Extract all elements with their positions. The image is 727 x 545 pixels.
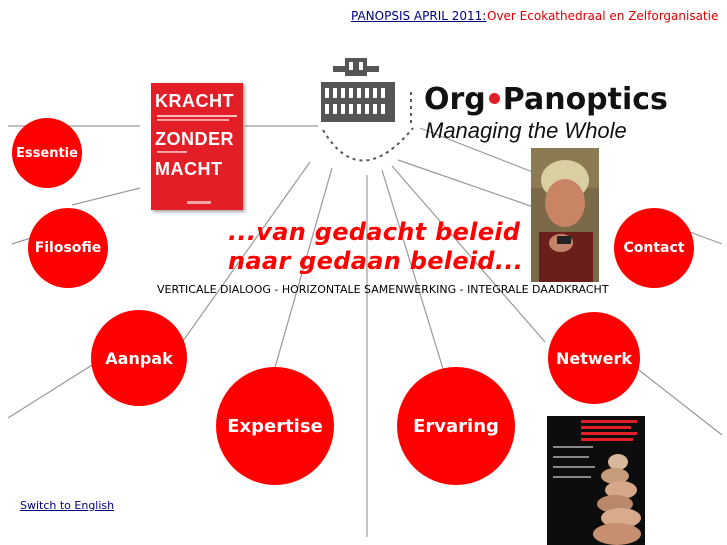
panopsis-topic-link[interactable]: Over Ecokathedraal en Zelforganisatie — [487, 9, 719, 23]
panopsis-label[interactable]: PANOPSIS APRIL 2011: — [351, 9, 487, 23]
nav-contact-button[interactable]: Contact — [614, 208, 694, 288]
brand-name-part2: Panoptics — [502, 82, 668, 117]
portrait-image — [531, 148, 599, 282]
book-cover-kracht-zonder-macht[interactable] — [151, 83, 243, 210]
book2-text-bar — [553, 466, 595, 468]
book-cover-krachtbron[interactable] — [547, 416, 645, 545]
panopsis-link[interactable] — [351, 9, 486, 23]
portrait-photo — [531, 148, 599, 282]
hands-tower-image — [591, 452, 645, 545]
book-subtitle-bar — [157, 119, 229, 121]
brand-name-part1: Org — [424, 82, 486, 117]
nav-ervaring-button[interactable]: Ervaring — [397, 367, 515, 485]
nav-netwerk-button[interactable]: Netwerk — [548, 312, 640, 404]
nav-essentie-button[interactable]: Essentie — [12, 118, 82, 188]
book-title-line2: ZONDER — [155, 129, 234, 149]
tagline-line1: ...van gedacht beleid — [228, 218, 521, 246]
book2-title-bar — [581, 432, 637, 435]
nav-filosofie-button[interactable]: Filosofie — [28, 208, 108, 288]
brand-slogan: Managing the Whole — [425, 118, 627, 143]
tagline-line2: naar gedaan beleid... — [228, 247, 524, 275]
book-publisher-mark — [187, 201, 211, 204]
book-title-line1: KRACHT — [155, 91, 234, 111]
book2-text-bar — [553, 456, 589, 458]
nav-aanpak-button[interactable]: Aanpak — [91, 310, 187, 406]
brand-dot-icon — [489, 93, 500, 104]
book-author-bar — [157, 151, 187, 153]
subtitle-pillars: VERTICALE DIALOOG - HORIZONTALE SAMENWERKING - INTEGRALE DAADKRACHT — [157, 283, 609, 296]
book2-title-bar — [581, 438, 633, 441]
book-subtitle-bar — [157, 115, 237, 117]
brand-name — [424, 82, 668, 117]
book2-text-bar — [553, 476, 591, 478]
book2-title-bar — [581, 420, 637, 423]
book2-title-bar — [581, 426, 631, 429]
book-title-line3: MACHT — [155, 159, 223, 179]
book2-text-bar — [553, 446, 593, 448]
panopticon-logo-icon — [315, 52, 425, 182]
nav-expertise-button[interactable]: Expertise — [216, 367, 334, 485]
switch-language-link[interactable]: Switch to English — [20, 499, 115, 512]
